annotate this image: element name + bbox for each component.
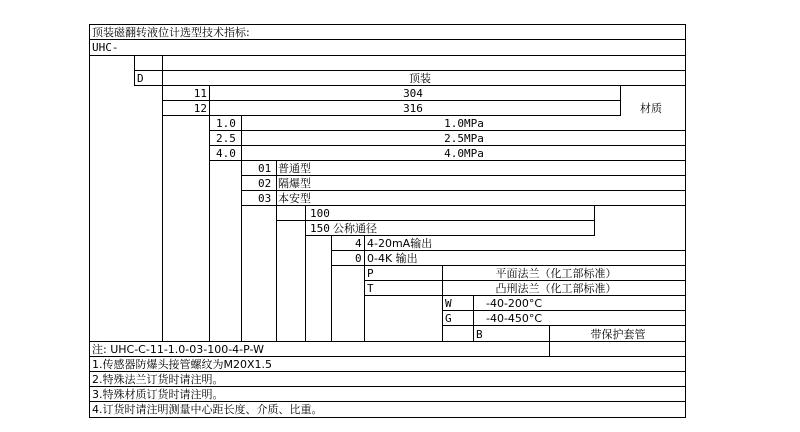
type-label: 隔爆型 [278,177,311,190]
v-rule [134,55,135,86]
material-code-11: 11 [193,87,207,100]
output-label: 4-20mA输出 [367,237,433,250]
pressure-code: 4.0 [216,147,236,160]
v-rule [442,265,443,296]
v-rule [276,160,277,206]
h-rule [89,24,686,25]
output-code: 0 [355,252,362,265]
v-rule [162,55,163,342]
pressure-label: 1.0MPa [444,117,484,130]
flange-code: T [367,282,374,295]
v-rule [209,85,210,116]
type-code: 03 [258,192,272,205]
v-rule [364,295,365,342]
note: 4.订货时请注明测量中心距长度、介质、比重。 [92,403,323,416]
diameter-code: 100 [310,207,330,220]
v-rule [209,115,210,342]
h-rule [162,100,621,101]
h-rule [162,115,621,116]
temp-code: W [445,297,452,310]
mount-code: D [137,72,144,85]
h-rule [89,55,686,56]
v-rule [620,85,621,116]
diameter-code: 150 [310,222,330,235]
h-rule [442,325,686,326]
v-rule [442,295,443,342]
v-rule [241,115,242,161]
pressure-label: 2.5MPa [444,132,484,145]
output-label: 0-4K 输出 [367,252,418,265]
v-rule [241,160,242,342]
temp-label: -40-200°C [486,297,543,310]
material-title: 材质 [640,102,662,115]
flange-code: P [367,267,374,280]
temp-code: G [445,312,452,325]
material-label-316: 316 [403,102,423,115]
h-rule [134,70,686,71]
h-rule [89,417,686,418]
type-code: 01 [258,162,272,175]
v-rule [549,325,550,357]
pressure-code: 2.5 [216,132,236,145]
v-rule [305,235,306,342]
type-label: 本安型 [278,192,311,205]
v-rule [276,205,277,342]
model-prefix: UHC- [92,41,119,54]
v-rule [473,295,474,342]
mount-label: 顶装 [409,72,431,85]
v-rule [331,235,332,266]
v-rule [594,205,595,236]
type-label: 普通型 [278,162,311,175]
output-code: 4 [355,237,362,250]
flange-label: 平面法兰（化工部标准） [495,267,617,280]
flange-label: 凸刑法兰（化工部标准） [495,282,617,295]
material-code-12: 12 [193,102,207,115]
v-rule [364,235,365,296]
v-rule [89,24,90,418]
pressure-label: 4.0MPa [444,147,484,160]
order-example: 注: UHC-C-11-1.0-03-100-4-P-W [92,343,264,356]
h-rule [442,310,686,311]
v-rule [331,265,332,342]
v-rule [305,205,306,236]
temp-label: -40-450°C [486,312,543,325]
diameter-label: 公称通径 [333,222,377,235]
table-title: 顶装磁翻转液位计选型技术指标: [92,26,250,39]
material-label-304: 304 [403,87,423,100]
pressure-code: 1.0 [216,117,236,130]
note: 3.特殊材质订货时请注明。 [92,388,224,401]
type-code: 02 [258,177,272,190]
note: 2.特殊法兰订货时请注明。 [92,373,224,386]
sleeve-label: 带保护套管 [590,328,646,341]
v-rule [685,24,686,418]
note: 1.传感器防爆头接管螺纹为M20X1.5 [92,358,273,371]
sleeve-code: B [476,328,483,341]
